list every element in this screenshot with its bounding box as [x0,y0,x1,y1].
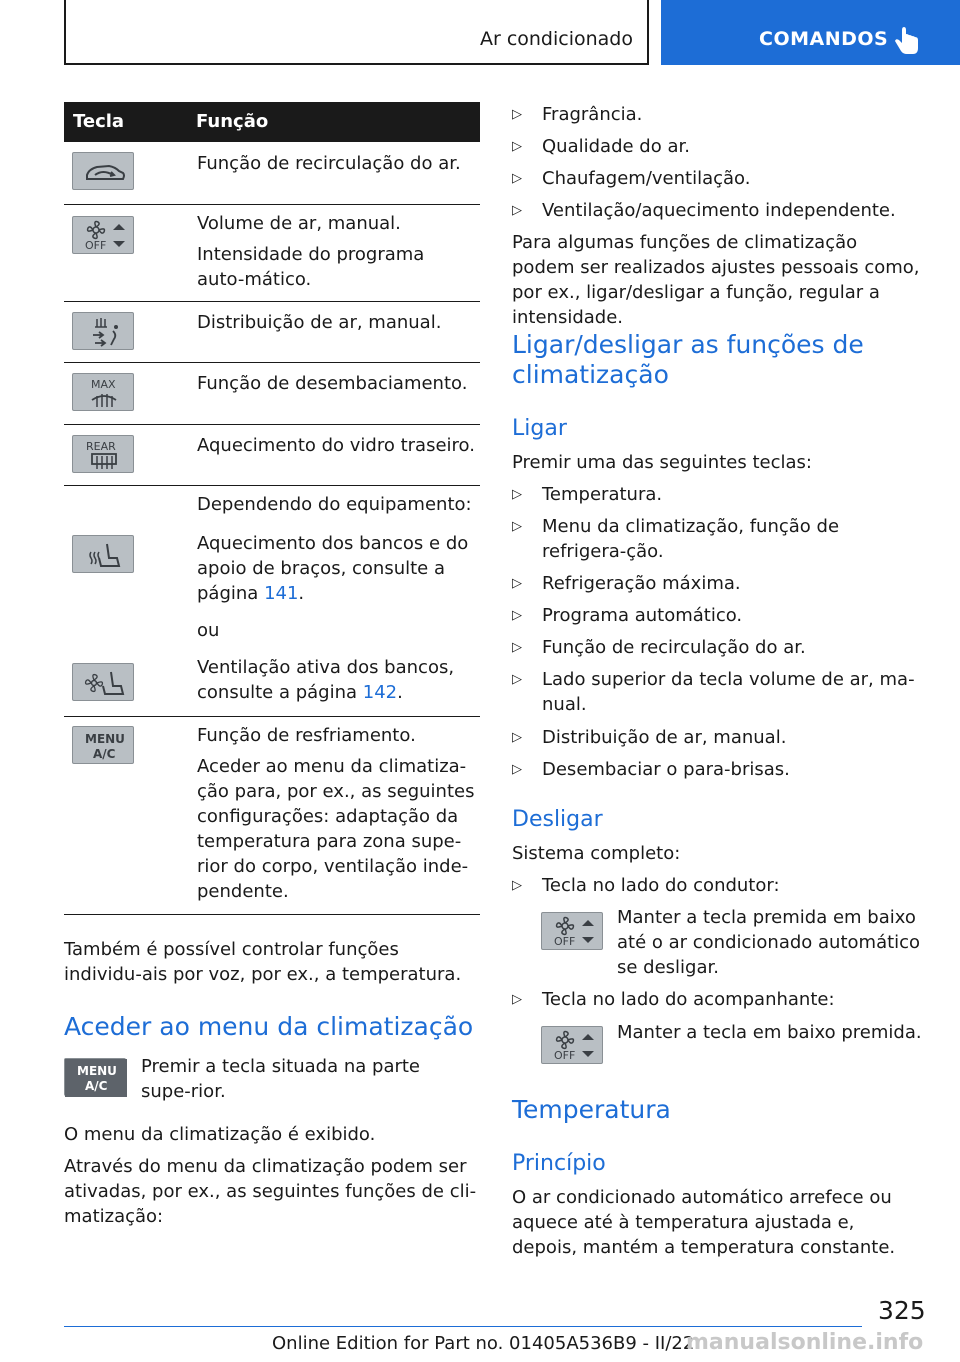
menu-displayed-text: O menu da climatização é exibido. [64,1124,376,1145]
row-function-text: Intensidade do programa auto-mático. [197,244,425,290]
header-section-box [64,0,649,65]
fan-off-key-icon [541,912,603,950]
off-driver-text: Manter a tecla premida em baixo até o ar condicionado automático se desligar. [617,907,921,978]
recirculation-icon [72,152,134,190]
footer-divider [64,1326,862,1327]
table-header [64,102,480,142]
page-link-142[interactable]: 142 [362,682,398,703]
table-row [64,205,480,302]
rear-defrost-label: REAR [86,440,116,453]
heading-access-menu: Aceder ao menu da climatização [64,1012,474,1041]
list-item: ▷ Temperatura. [512,482,924,507]
ac-key-label: A/C [85,1079,108,1093]
on-intro-text: Premir uma das seguintes teclas: [512,452,812,473]
list-item: ▷ Distribuição de ar, manual. [512,725,924,750]
heading-temperature: Temperatura [512,1095,671,1124]
max-defrost-label: MAX [91,378,116,391]
list-item: ▷ Menu da climatização, função de refrigera-ção. [512,514,924,564]
list-item: ▷ Fragrância. [512,102,924,127]
row-function-text: Aquecimento do vidro traseiro. [197,435,475,456]
air-distribution-icon [72,312,134,350]
table-row [64,363,480,425]
seat-heating-icon [72,535,134,573]
heading-on: Ligar [512,416,567,441]
press-key-text: Premir a tecla situada na parte supe-rior. [141,1056,421,1102]
row-function-text: Distribuição de ar, manual. [197,312,442,333]
footer-edition: Online Edition for Part no. 01405A536B9 - II/22 [272,1333,695,1354]
rear-defrost-icon [72,435,134,473]
list-item: ▷ Ventilação/aquecimento independente. [512,198,924,223]
table-row [64,425,480,486]
heading-principle: Princípio [512,1151,606,1176]
fan-off-label: OFF [85,239,107,252]
list-item: ▷ Programa automático. [512,603,924,628]
row-function-text: Volume de ar, manual. [197,213,401,234]
table-row [64,302,480,363]
list-item: ▷ Lado superior da tecla volume de ar, ma-nual. [512,667,924,717]
menu-key-label: MENU [77,1064,117,1078]
heading-off: Desligar [512,807,603,832]
fan-off-key-icon-passenger [541,1026,603,1064]
row-function-text: Função de recirculação do ar. [197,153,461,174]
list-item: ▷ Desembaciar o para-brisas. [512,757,924,782]
seat-ventilation-text: Ventilação ativa dos bancos, consulte a página 142. [197,657,455,703]
off-passenger-text: Manter a tecla em baixo premida. [617,1022,922,1043]
key-function-table [64,102,480,915]
menu-ac-icon [72,726,134,764]
fan-off-key-label: OFF [554,1049,576,1062]
menu-label: MENU [85,732,125,746]
max-defrost-icon [72,373,134,411]
row-function-text: Dependendo do equipamento: [197,494,472,515]
seat-heating-text: Aquecimento dos bancos e do apoio de braços, consulte a página 141. [197,533,469,604]
col-header-key: Tecla [73,111,125,132]
col-header-function: Função [196,111,269,132]
header-chapter-title: COMANDOS [759,28,889,50]
table-row [64,486,480,717]
header-chapter-box [661,0,960,65]
list-item: ▷ Função de recirculação do ar. [512,635,924,660]
menu-ac-key-icon [64,1058,126,1096]
list-item: ▷ Qualidade do ar. [512,134,924,159]
table-row [64,717,480,915]
off-intro-text: Sistema completo: [512,843,681,864]
ac-label: A/C [93,747,116,761]
heading-onoff-functions: Ligar/desligar as funções de climatização [512,330,864,389]
voice-control-text: Também é possível controlar funções individu-ais por voz, por ex., a temperatura. [64,939,462,985]
hand-pointer-icon [894,26,920,56]
list-item: ▷ Refrigeração máxima. [512,571,924,596]
list-item: ▷ Tecla no lado do acompanhante: [512,987,924,1012]
fan-off-key-label: OFF [554,935,576,948]
row-function-text: Aceder ao menu da climatiza-ção para, por ex., as seguintes configurações: adaptação da temperatura para zona supe-rior do corpo, ventilação inde-pendente. [197,756,475,902]
fan-off-icon [72,216,134,254]
menu-functions-text: Através do menu da climatização podem ser ativadas, por ex., as seguintes funções de cli-matização: [64,1156,477,1227]
table-row [64,142,480,205]
list-item: ▷ Chaufagem/ventilação. [512,166,924,191]
watermark-text: manualsonline.info [686,1330,924,1355]
personal-settings-text: Para algumas funções de climatização podem ser realizados ajustes pessoais como, por ex., ligar/desligar a função, regular a intensidade. [512,232,920,328]
header-section-title: Ar condicionado [479,28,633,50]
row-function-text: Função de desembaciamento. [197,373,468,394]
list-item: ▷ Tecla no lado do condutor: [512,873,924,898]
page-number: 325 [878,1296,926,1325]
principle-text: O ar condicionado automático arrefece ou aquece até à temperatura ajustada e, depois, mantém a temperatura constante. [512,1187,896,1258]
row-or-text: ou [197,620,220,641]
seat-ventilation-icon [72,663,134,701]
page-link-141[interactable]: 141 [264,583,299,604]
row-function-text: Função de resfriamento. [197,725,416,746]
